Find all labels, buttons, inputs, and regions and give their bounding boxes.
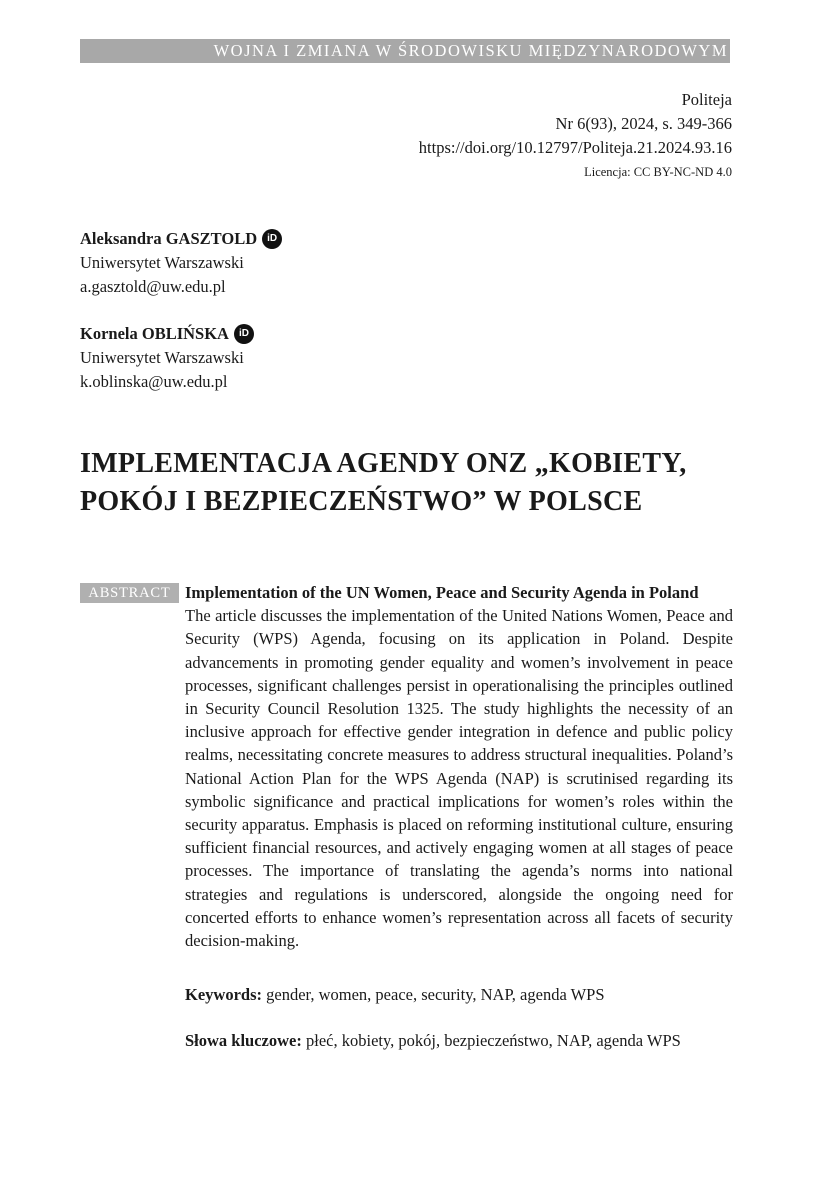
keywords-pl [185,1029,681,1052]
author-1 [80,227,282,299]
author-name: Aleksandra GASZTOLD [80,229,258,248]
journal-name: Politeja [681,90,732,109]
author-name-row [80,322,254,346]
abstract-text: The article discusses the implementation of the United Nations Women, Peace and Security (WPS) Agenda, focusing on its application in Poland. Despite advancements in promoting gender equality and women’s involvement in peace processes, significant challenges persist in operationalising the principles outlined in Security Council Resolution 1325. The study highlights the necessity of an inclusive approach for effective gender integration in defence and public policy realms, necessitating concrete measures to address structural inequalities. Poland’s National Action Plan for the WPS Agenda (NAP) is scrutinised regarding its symbolic significance and practical implications for women’s roles within the security apparatus. Emphasis is placed on reforming institutional culture, ensuring sufficient financial resources, and actively engaging women at all stages of peace processes. The importance of translating the agenda’s norms into national strategies and regulations is underscored, alongside the ongoing need for concerted efforts to enhance women’s representation across all facets of security decision-making. [185,606,733,951]
author-name: Kornela OBLIŃSKA [80,324,229,343]
abstract [185,581,733,952]
journal-info [419,88,732,184]
abstract-title: Implementation of the UN Women, Peace and Security Agenda in Poland [185,583,699,602]
keywords-pl-value: płeć, kobiety, pokój, bezpieczeństwo, NAP, agenda WPS [306,1031,681,1050]
author-affiliation: Uniwersytet Warszawski [80,253,244,272]
orcid-icon[interactable]: iD [234,324,254,344]
series-header: WOJNA I ZMIANA W ŚRODOWISKU MIĘDZYNARODOWYM [80,39,730,63]
abstract-label: ABSTRACT [80,583,179,603]
author-affiliation: Uniwersytet Warszawski [80,348,244,367]
author-name-row [80,227,282,251]
keywords-label: Keywords: [185,985,262,1004]
keywords-pl-label: Słowa kluczowe: [185,1031,302,1050]
author-2 [80,322,254,394]
keywords-value: gender, women, peace, security, NAP, agenda WPS [266,985,605,1004]
author-email[interactable]: a.gasztold@uw.edu.pl [80,277,226,296]
orcid-icon[interactable]: iD [262,229,282,249]
journal-issue: Nr 6(93), 2024, s. 349-366 [555,114,732,133]
author-email[interactable]: k.oblinska@uw.edu.pl [80,372,228,391]
keywords [185,983,605,1006]
doi-link[interactable]: https://doi.org/10.12797/Politeja.21.2024.93.16 [418,138,732,157]
license: Licencja: CC BY-NC-ND 4.0 [584,165,732,179]
article-title: IMPLEMENTACJA AGENDY ONZ „KOBIETY, POKÓJ I BEZPIECZEŃSTWO” W POLSCE [80,448,687,517]
